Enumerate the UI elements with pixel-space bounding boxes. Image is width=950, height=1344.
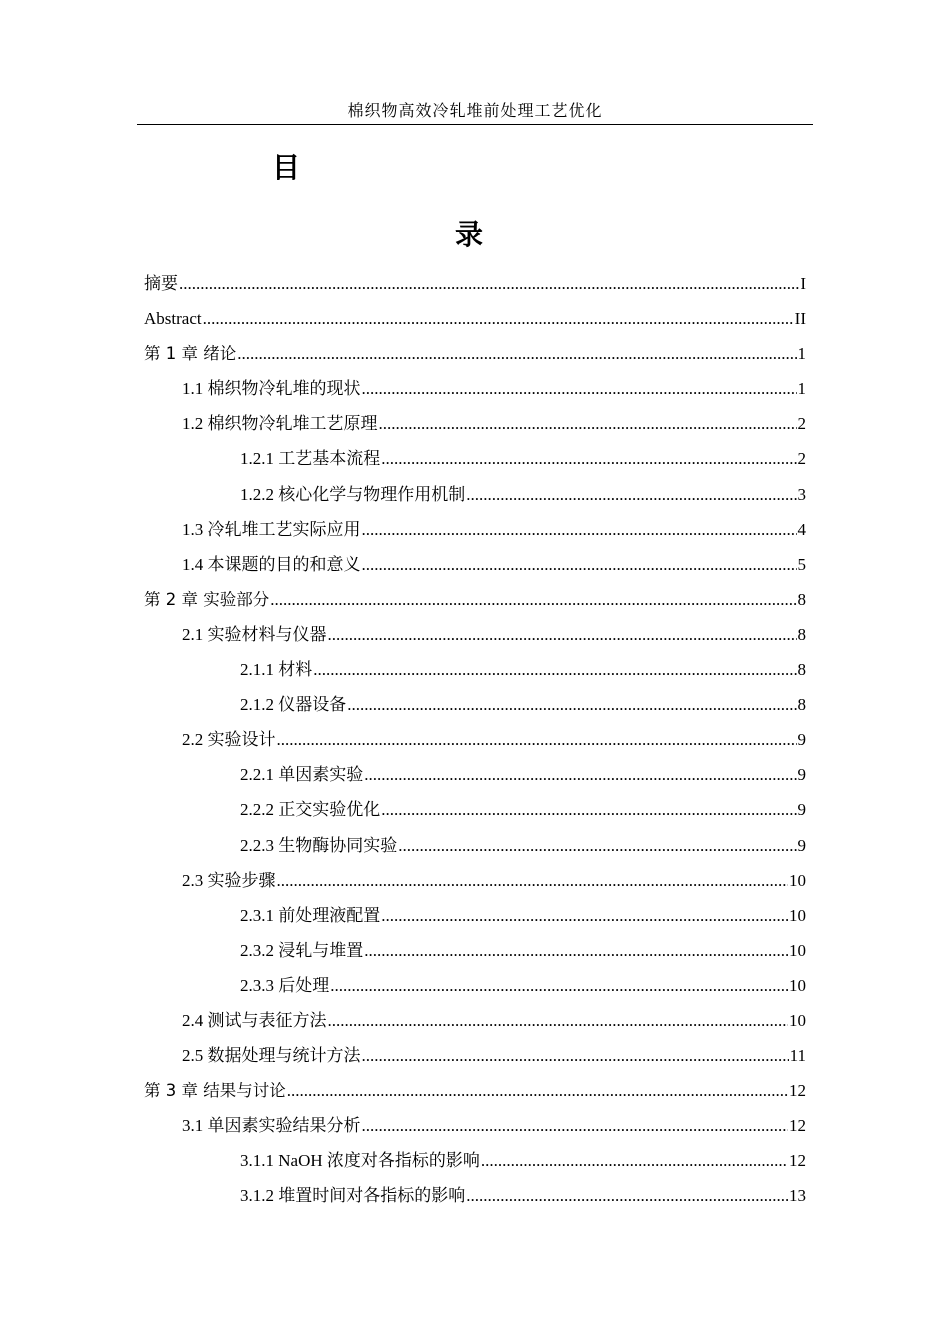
toc-entry-label: 2.1.1 材料 [240, 660, 313, 680]
toc-entry[interactable] [144, 687, 806, 722]
toc-entry-page-number: 5 [797, 554, 806, 574]
toc-dot-leader [287, 1073, 788, 1108]
toc-dot-leader [179, 266, 799, 301]
toc-entry-page-number: 8 [797, 695, 806, 715]
toc-entry-page-number: 1 [797, 344, 806, 364]
toc-entry-label: 2.2 实验设计 [182, 730, 276, 750]
toc-dot-leader [379, 406, 797, 441]
toc-dot-leader [481, 1143, 788, 1178]
toc-entry-label: 1.3 冷轧堆工艺实际应用 [182, 519, 361, 539]
toc-entry-page-number: 12 [789, 1116, 806, 1136]
toc-entry-label: 2.3.3 后处理 [240, 975, 330, 995]
toc-entry-page-number: 9 [797, 800, 806, 820]
toc-entry[interactable] [144, 477, 806, 512]
toc-entry-label: 3.1 单因素实验结果分析 [182, 1116, 361, 1136]
toc-entry-page-number: 8 [797, 660, 806, 680]
toc-entry-page-number: 11 [789, 1046, 806, 1066]
toc-dot-leader [364, 933, 788, 968]
toc-entry[interactable] [144, 547, 806, 582]
toc-entry-label: 1.2.1 工艺基本流程 [240, 449, 381, 469]
toc-dot-leader [328, 1003, 789, 1038]
toc-entry-page-number: 10 [789, 1010, 806, 1030]
toc-entry-page-number: 10 [789, 940, 806, 960]
toc-entry-label: Abstract [144, 309, 202, 329]
toc-entry-page-number: 10 [789, 870, 806, 890]
toc-entry[interactable] [144, 406, 806, 441]
toc-dot-leader [313, 652, 796, 687]
toc-entry-label: 3.1.1 NaOH 浓度对各指标的影响 [240, 1151, 480, 1171]
toc-dot-leader [362, 1108, 789, 1143]
toc-dot-leader [362, 512, 797, 547]
toc-entry[interactable] [144, 898, 806, 933]
table-of-contents [144, 266, 806, 1214]
toc-entry-label: 第 1 章 绪论 [144, 344, 237, 364]
toc-entry-page-number: II [794, 309, 806, 329]
toc-entry-label: 2.2.3 生物酶协同实验 [240, 835, 398, 855]
toc-entry-label: 1.1 棉织物冷轧堆的现状 [182, 379, 361, 399]
toc-entry[interactable] [144, 1108, 806, 1143]
toc-entry-page-number: 4 [797, 519, 806, 539]
toc-dot-leader [277, 863, 789, 898]
toc-entry[interactable] [144, 266, 806, 301]
toc-dot-leader [466, 1178, 788, 1213]
toc-entry-page-number: 9 [797, 835, 806, 855]
toc-entry-label: 2.2.2 正交实验优化 [240, 800, 381, 820]
toc-entry[interactable] [144, 652, 806, 687]
toc-dot-leader [270, 582, 796, 617]
toc-entry[interactable] [144, 968, 806, 1003]
toc-entry-page-number: 12 [789, 1151, 806, 1171]
toc-entry-label: 第 3 章 结果与讨论 [144, 1081, 286, 1101]
toc-entry[interactable] [144, 1003, 806, 1038]
toc-entry-label: 第 2 章 实验部分 [144, 589, 270, 609]
toc-dot-leader [237, 336, 796, 371]
toc-entry[interactable] [144, 512, 806, 547]
toc-entry-page-number: 9 [797, 765, 806, 785]
toc-dot-leader [381, 792, 796, 827]
toc-entry-page-number: 2 [797, 414, 806, 434]
toc-entry-label: 1.2.2 核心化学与物理作用机制 [240, 484, 466, 504]
running-header: 棉织物高效冷轧堆前处理工艺优化 [347, 103, 603, 120]
header-rule [137, 124, 813, 125]
toc-dot-leader [347, 687, 796, 722]
toc-entry-page-number: 10 [789, 975, 806, 995]
toc-entry-page-number: 1 [797, 379, 806, 399]
toc-dot-leader [328, 617, 797, 652]
toc-dot-leader [203, 301, 794, 336]
toc-entry[interactable] [144, 336, 806, 371]
toc-entry-label: 1.2 棉织物冷轧堆工艺原理 [182, 414, 378, 434]
toc-entry-page-number: 3 [797, 484, 806, 504]
toc-entry-label: 2.3.1 前处理液配置 [240, 905, 381, 925]
toc-entry-label: 2.1.2 仪器设备 [240, 695, 347, 715]
toc-entry[interactable] [144, 582, 806, 617]
toc-dot-leader [362, 371, 797, 406]
toc-entry-label: 2.3 实验步骤 [182, 870, 276, 890]
toc-dot-leader [381, 441, 796, 476]
toc-entry[interactable] [144, 722, 806, 757]
toc-entry[interactable] [144, 757, 806, 792]
toc-entry[interactable] [144, 371, 806, 406]
toc-entry-page-number: I [800, 274, 806, 293]
toc-entry[interactable] [144, 863, 806, 898]
toc-entry-page-number: 2 [797, 449, 806, 469]
toc-entry-page-number: 10 [789, 905, 806, 925]
toc-entry[interactable] [144, 792, 806, 827]
toc-entry-label: 2.2.1 单因素实验 [240, 765, 364, 785]
toc-title-char-2: 录 [455, 218, 484, 251]
toc-dot-leader [381, 898, 788, 933]
toc-entry-page-number: 8 [797, 589, 806, 609]
toc-entry-label: 2.4 测试与表征方法 [182, 1010, 327, 1030]
toc-entry-page-number: 12 [789, 1081, 806, 1101]
toc-entry[interactable] [144, 1178, 806, 1213]
toc-dot-leader [362, 547, 797, 582]
toc-entry-label: 2.1 实验材料与仪器 [182, 624, 327, 644]
toc-entry-label: 3.1.2 堆置时间对各指标的影响 [240, 1186, 466, 1206]
toc-entry-page-number: 13 [789, 1186, 806, 1206]
toc-entry-page-number: 8 [797, 624, 806, 644]
toc-entry[interactable] [144, 301, 806, 336]
toc-dot-leader [466, 477, 796, 512]
toc-dot-leader [362, 1038, 789, 1073]
toc-entry-label: 2.3.2 浸轧与堆置 [240, 940, 364, 960]
toc-entry[interactable] [144, 933, 806, 968]
toc-entry-page-number: 9 [797, 730, 806, 750]
toc-entry[interactable] [144, 617, 806, 652]
toc-entry-label: 摘要 [144, 274, 178, 293]
toc-title-char-1: 目 [272, 151, 301, 184]
toc-entry-label: 2.5 数据处理与统计方法 [182, 1046, 361, 1066]
toc-dot-leader [277, 722, 797, 757]
toc-entry[interactable] [144, 1038, 806, 1073]
toc-dot-leader [330, 968, 788, 1003]
toc-entry-label: 1.4 本课题的目的和意义 [182, 554, 361, 574]
toc-entry[interactable] [144, 828, 806, 863]
toc-entry[interactable] [144, 1143, 806, 1178]
toc-entry[interactable] [144, 441, 806, 476]
toc-dot-leader [364, 757, 796, 792]
toc-entry[interactable] [144, 1073, 806, 1108]
toc-dot-leader [398, 828, 796, 863]
